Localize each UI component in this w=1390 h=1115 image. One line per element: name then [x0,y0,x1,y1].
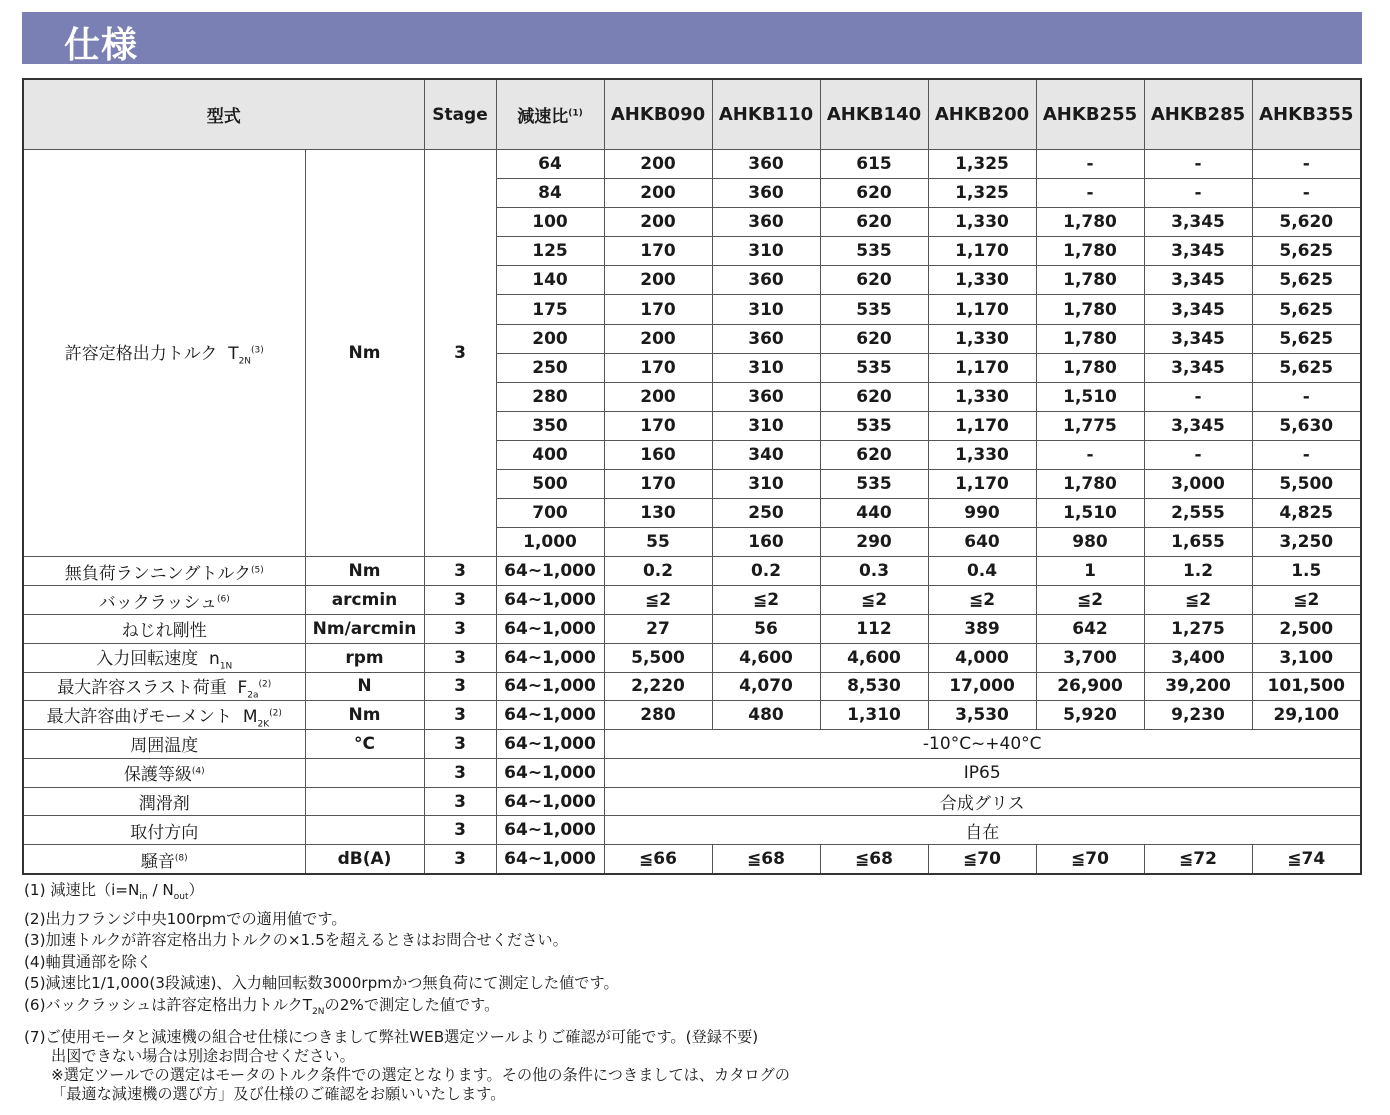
value-cell: 200 [604,266,712,295]
value-cell: 3,250 [1252,528,1361,557]
value-cell: - [1144,150,1252,179]
ratio-cell: 64~1,000 [496,672,604,701]
value-cell: ≦68 [712,845,820,874]
ratio-cell: 64~1,000 [496,730,604,759]
value-cell: 4,600 [712,643,820,672]
stage-cell: 3 [424,557,496,586]
value-cell: 0.2 [712,557,820,586]
ratio-cell: 64~1,000 [496,643,604,672]
ratio-cell: 64 [496,150,604,179]
value-cell: 3,345 [1144,266,1252,295]
value-cell: 310 [712,295,820,324]
value-cell: 5,625 [1252,324,1361,353]
value-cell: 1,780 [1036,295,1144,324]
stage-cell: 3 [424,614,496,643]
value-cell: 1 [1036,557,1144,586]
spec-label: 騒音$^{(8)}$ [23,845,305,874]
value-cell: 3,345 [1144,324,1252,353]
value-cell: 1,170 [928,353,1036,382]
value-cell: 640 [928,528,1036,557]
value-cell: 310 [712,353,820,382]
value-cell: 4,600 [820,643,928,672]
stage-cell: 3 [424,730,496,759]
value-cell: 360 [712,382,820,411]
model-header: AHKB200 [928,79,1036,150]
page-title: 仕様 [64,25,139,66]
value-cell: 56 [712,614,820,643]
value-cell: 55 [604,528,712,557]
unit-cell [305,787,424,816]
value-cell: 3,100 [1252,643,1361,672]
unit-cell: Nm [305,701,424,730]
value-cell: 130 [604,499,712,528]
stage-cell: 3 [424,758,496,787]
value-cell: 360 [712,324,820,353]
table-row [23,816,1361,845]
ratio-cell: 64~1,000 [496,557,604,586]
model-header: AHKB140 [820,79,928,150]
value-cell: 642 [1036,614,1144,643]
value-cell: 340 [712,440,820,469]
value-cell: ≦68 [820,845,928,874]
value-cell: 170 [604,411,712,440]
value-cell: - [1036,150,1144,179]
value-cell: 200 [604,208,712,237]
value-cell: 9,230 [1144,701,1252,730]
unit-cell [305,816,424,845]
merged-value-cell: -10°C~+40°C [604,730,1361,759]
table-row [23,758,1361,787]
footnote-7-line: 「最適な減速機の選び方」及び仕様のご確認をお願いいたします。 [51,1084,506,1103]
spec-label: 許容定格出力トルク $T_{2N}^{(3)}$ [23,150,305,557]
ratio-cell: 125 [496,237,604,266]
value-cell: 4,000 [928,643,1036,672]
value-cell: - [1252,382,1361,411]
value-cell: 620 [820,179,928,208]
footnotes [24,880,790,1104]
stage-cell: 3 [424,586,496,615]
value-cell: 200 [604,150,712,179]
stage-cell: 3 [424,672,496,701]
unit-cell: dB(A) [305,845,424,874]
value-cell: 1,780 [1036,470,1144,499]
value-cell: 170 [604,295,712,324]
ratio-cell: 84 [496,179,604,208]
value-cell: ≦2 [820,586,928,615]
ratio-cell: 100 [496,208,604,237]
model-header: AHKB355 [1252,79,1361,150]
merged-value-cell: 合成グリス [604,787,1361,816]
model-header: AHKB285 [1144,79,1252,150]
ratio-cell: 350 [496,411,604,440]
value-cell: 360 [712,150,820,179]
stage-cell: 3 [424,150,496,557]
value-cell: 1,510 [1036,382,1144,411]
value-cell: 1,275 [1144,614,1252,643]
value-cell: 200 [604,382,712,411]
value-cell: 4,825 [1252,499,1361,528]
unit-cell: Nm/arcmin [305,614,424,643]
table-row [23,557,1361,586]
value-cell: ≦2 [1252,586,1361,615]
value-cell: 535 [820,353,928,382]
value-cell: 1,170 [928,470,1036,499]
value-cell: 5,625 [1252,353,1361,382]
spec-table [22,78,1362,875]
ratio-cell: 64~1,000 [496,787,604,816]
value-cell: 360 [712,179,820,208]
value-cell: 1,330 [928,382,1036,411]
value-cell: 250 [712,499,820,528]
value-cell: 170 [604,237,712,266]
stage-cell: 3 [424,643,496,672]
value-cell: 1,780 [1036,266,1144,295]
value-cell: 3,345 [1144,411,1252,440]
table-row [23,730,1361,759]
value-cell: 3,530 [928,701,1036,730]
value-cell: 3,000 [1144,470,1252,499]
stage-cell: 3 [424,787,496,816]
value-cell: - [1144,440,1252,469]
value-cell: 1,325 [928,150,1036,179]
value-cell: 535 [820,237,928,266]
unit-cell: °C [305,730,424,759]
value-cell: 3,345 [1144,208,1252,237]
value-cell: 17,000 [928,672,1036,701]
value-cell: - [1144,179,1252,208]
ratio-cell: 200 [496,324,604,353]
model-header: AHKB255 [1036,79,1144,150]
value-cell: 1,330 [928,266,1036,295]
value-cell: 2,500 [1252,614,1361,643]
footnote-7-line: ※選定ツールでの選定はモータのトルク条件での選定となります。その他の条件につきましては、カタログの [51,1065,790,1084]
value-cell: 3,345 [1144,295,1252,324]
value-cell: 310 [712,470,820,499]
value-cell: 1.2 [1144,557,1252,586]
ratio-cell: 140 [496,266,604,295]
value-cell: 39,200 [1144,672,1252,701]
table-row [23,614,1361,643]
ratio-header: 減速比$^{(1)}$ [496,79,604,150]
value-cell: 535 [820,411,928,440]
unit-cell: arcmin [305,586,424,615]
value-cell: 5,625 [1252,295,1361,324]
unit-cell: Nm [305,557,424,586]
value-cell: 615 [820,150,928,179]
value-cell: ≦70 [1036,845,1144,874]
footnote-3: (3)加速トルクが許容定格出力トルクの×1.5を超えるときはお問合せください。 [24,931,568,950]
value-cell: 112 [820,614,928,643]
value-cell: 1,510 [1036,499,1144,528]
ratio-cell: 64~1,000 [496,701,604,730]
ratio-cell: 64~1,000 [496,586,604,615]
value-cell: 170 [604,470,712,499]
value-cell: 3,400 [1144,643,1252,672]
value-cell: ≦70 [928,845,1036,874]
value-cell: ≦66 [604,845,712,874]
value-cell: 1,170 [928,237,1036,266]
value-cell: 29,100 [1252,701,1361,730]
value-cell: - [1252,440,1361,469]
value-cell: ≦74 [1252,845,1361,874]
ratio-cell: 64~1,000 [496,816,604,845]
value-cell: 620 [820,208,928,237]
value-cell: ≦2 [712,586,820,615]
value-cell: 1,170 [928,295,1036,324]
value-cell: 535 [820,470,928,499]
value-cell: 280 [604,701,712,730]
ratio-cell: 700 [496,499,604,528]
table-row [23,672,1361,701]
value-cell: 1,775 [1036,411,1144,440]
value-cell: 990 [928,499,1036,528]
spec-label: 最大許容曲げモーメント $M_{2K}^{(2)}$ [23,701,305,730]
stage-cell: 3 [424,701,496,730]
value-cell: 5,500 [1252,470,1361,499]
spec-label: 入力回転速度 $n_{1N}$ [23,643,305,672]
value-cell: 8,530 [820,672,928,701]
value-cell: 310 [712,237,820,266]
value-cell: 27 [604,614,712,643]
value-cell: 290 [820,528,928,557]
unit-cell: rpm [305,643,424,672]
value-cell: ≦2 [1036,586,1144,615]
value-cell: 1,170 [928,411,1036,440]
ratio-cell: 400 [496,440,604,469]
type-header: 型式 [23,79,424,150]
value-cell: 620 [820,440,928,469]
value-cell: 1,655 [1144,528,1252,557]
footnote-4: (4)軸貫通部を除く [24,952,152,971]
model-header: AHKB090 [604,79,712,150]
ratio-cell: 1,000 [496,528,604,557]
value-cell: 5,625 [1252,237,1361,266]
title-bar [22,12,1362,64]
value-cell: ≦2 [1144,586,1252,615]
table-row [23,787,1361,816]
value-cell: 2,220 [604,672,712,701]
value-cell: 480 [712,701,820,730]
value-cell: ≦2 [604,586,712,615]
value-cell: 200 [604,324,712,353]
value-cell: 2,555 [1144,499,1252,528]
value-cell: 1,780 [1036,237,1144,266]
value-cell: 1,310 [820,701,928,730]
spec-label: 無負荷ランニングトルク$^{(5)}$ [23,557,305,586]
value-cell: - [1144,382,1252,411]
spec-label: 周囲温度 [23,730,305,759]
value-cell: 26,900 [1036,672,1144,701]
value-cell: 3,345 [1144,237,1252,266]
footnote-5: (5)減速比1/1,000(3段減速)、入力軸回転数3000rpmかつ無負荷にて測定した値です。 [24,974,619,993]
footnote-1: (1) 減速比$(i=N_{in} / N_{out})$ [24,881,204,903]
stage-cell: 3 [424,816,496,845]
table-row [23,845,1361,874]
value-cell: - [1252,179,1361,208]
value-cell: 1,330 [928,440,1036,469]
footnote-7: (7)ご使用モータと減速機の組合せ仕様につきまして弊社WEB選定ツールよりご確認が可能です。(登録不要) [24,1027,759,1046]
merged-value-cell: IP65 [604,758,1361,787]
value-cell: 5,625 [1252,266,1361,295]
value-cell: 0.3 [820,557,928,586]
value-cell: 101,500 [1252,672,1361,701]
unit-cell: Nm [305,150,424,557]
value-cell: 1.5 [1252,557,1361,586]
footnote-2: (2)出力フランジ中央100rpmでの適用値です。 [24,909,347,928]
stage-header: Stage [424,79,496,150]
value-cell: 1,330 [928,208,1036,237]
merged-value-cell: 自在 [604,816,1361,845]
value-cell: 620 [820,324,928,353]
value-cell: 160 [604,440,712,469]
value-cell: ≦72 [1144,845,1252,874]
value-cell: 200 [604,179,712,208]
value-cell: 5,620 [1252,208,1361,237]
spec-label: 潤滑剤 [23,787,305,816]
table-row [23,643,1361,672]
value-cell: 4,070 [712,672,820,701]
value-cell: 535 [820,295,928,324]
value-cell: 1,780 [1036,208,1144,237]
value-cell: 440 [820,499,928,528]
value-cell: 3,700 [1036,643,1144,672]
value-cell: 5,920 [1036,701,1144,730]
table-row [23,701,1361,730]
value-cell: - [1252,150,1361,179]
header-row [23,79,1361,150]
value-cell: 620 [820,382,928,411]
value-cell: 1,780 [1036,353,1144,382]
value-cell: 0.4 [928,557,1036,586]
ratio-cell: 175 [496,295,604,324]
value-cell: 0.2 [604,557,712,586]
ratio-cell: 64~1,000 [496,845,604,874]
value-cell: 1,330 [928,324,1036,353]
ratio-cell: 64~1,000 [496,614,604,643]
value-cell: - [1036,179,1144,208]
value-cell: 5,630 [1252,411,1361,440]
value-cell: 620 [820,266,928,295]
table-row [23,586,1361,615]
spec-label: 保護等級$^{(4)}$ [23,758,305,787]
value-cell: 360 [712,208,820,237]
ratio-cell: 250 [496,353,604,382]
table-row [23,150,1361,179]
ratio-cell: 64~1,000 [496,758,604,787]
footnote-6: (6)バックラッシュは許容定格出力トルク$T_{2N}$の2%で測定した値です。 [24,996,500,1018]
ratio-cell: 280 [496,382,604,411]
value-cell: 170 [604,353,712,382]
value-cell: - [1036,440,1144,469]
value-cell: 980 [1036,528,1144,557]
value-cell: 1,325 [928,179,1036,208]
unit-cell [305,758,424,787]
unit-cell: N [305,672,424,701]
value-cell: 360 [712,266,820,295]
spec-label: ねじれ剛性 [23,614,305,643]
stage-cell: 3 [424,845,496,874]
spec-label: 取付方向 [23,816,305,845]
value-cell: 160 [712,528,820,557]
ratio-cell: 500 [496,470,604,499]
value-cell: 310 [712,411,820,440]
value-cell: 389 [928,614,1036,643]
value-cell: 5,500 [604,643,712,672]
value-cell: 3,345 [1144,353,1252,382]
spec-label: バックラッシュ$^{(6)}$ [23,586,305,615]
spec-label: 最大許容スラスト荷重 $F_{2a}^{(2)}$ [23,672,305,701]
value-cell: ≦2 [928,586,1036,615]
footnote-7-line: 出図できない場合は別途お問合せください。 [51,1046,355,1065]
model-header: AHKB110 [712,79,820,150]
value-cell: 1,780 [1036,324,1144,353]
